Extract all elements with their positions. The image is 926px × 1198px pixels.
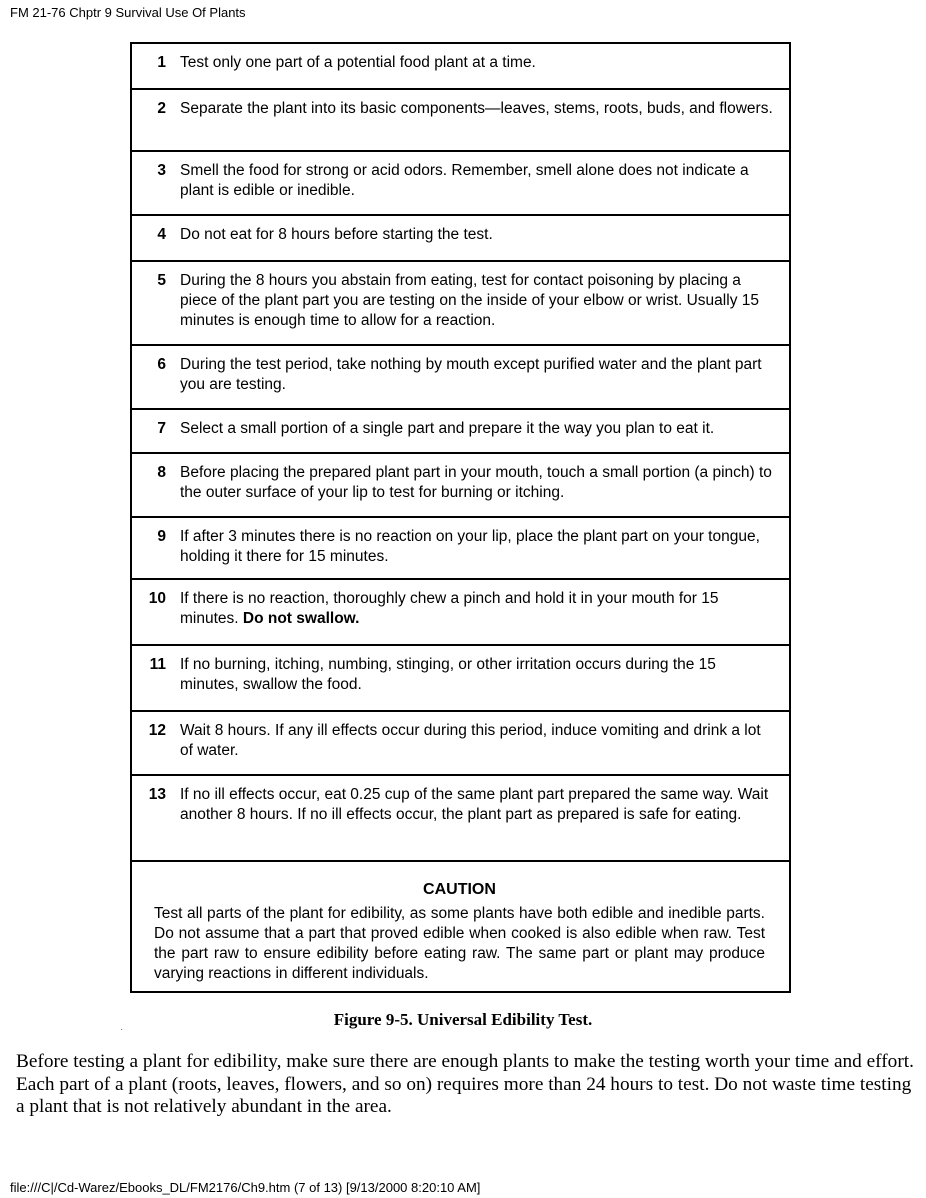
caution-title: CAUTION xyxy=(423,881,496,898)
step-number: 4 xyxy=(157,226,166,243)
step-number: 2 xyxy=(157,100,166,117)
step-text: Do not eat for 8 hours before starting the test. xyxy=(180,226,493,243)
step-text-main: If there is no reaction, thoroughly chew a pinch and hold it in your mouth for 15 minutes. xyxy=(180,590,719,627)
step-row xyxy=(132,216,789,262)
step-text: Select a small portion of a single part and prepare it the way you plan to eat it. xyxy=(180,420,715,437)
step-row xyxy=(132,646,789,712)
step-text: Test only one part of a potential food plant at a time. xyxy=(180,54,536,71)
step-row xyxy=(132,44,789,90)
step-number: 11 xyxy=(149,656,166,673)
step-row xyxy=(132,90,789,152)
step-text: If no burning, itching, numbing, stinging, or other irritation occurs during the 15 minutes, swallow the food. xyxy=(180,656,716,693)
page-header-title: FM 21-76 Chptr 9 Survival Use Of Plants xyxy=(10,5,246,20)
step-text: During the 8 hours you abstain from eating, test for contact poisoning by placing a piece of the plant part you are testing on the inside of your elbow or wrist. Usually 15 minutes is enough time to allow for a reaction. xyxy=(180,272,759,329)
body-paragraph: Before testing a plant for edibility, make sure there are enough plants to make the testing worth your time and effort. Each part of a plant (roots, leaves, flowers, and so on) requires more than 24 hours to test. Do not waste time testing a plant that is not relatively abundant in the area. xyxy=(16,1051,914,1117)
step-number: 1 xyxy=(157,54,166,71)
step-row xyxy=(132,454,789,518)
step-row xyxy=(132,518,789,580)
step-text-emphasis: Do not swallow. xyxy=(242,610,360,627)
stray-dot: · xyxy=(120,1024,124,1035)
step-row xyxy=(132,262,789,346)
step-text: Wait 8 hours. If any ill effects occur during this period, induce vomiting and drink a lot of water. xyxy=(180,722,761,759)
step-row xyxy=(132,410,789,454)
step-number: 6 xyxy=(157,356,166,373)
step-row xyxy=(132,346,789,410)
step-row xyxy=(132,712,789,776)
step-number: 12 xyxy=(148,722,166,739)
caution-text: Test all parts of the plant for edibility, as some plants have both edible and inedible parts. Do not assume that a part that proved edible when cooked is also edible when raw. Test the part raw to ensure edibility before eating raw. The same part or plant may produce varying reactions in different individuals. xyxy=(154,905,765,982)
step-number: 10 xyxy=(148,590,166,607)
step-text: If after 3 minutes there is no reaction on your lip, place the plant part on your tongue, holding it there for 15 minutes. xyxy=(180,528,760,565)
step-row xyxy=(132,152,789,216)
step-number: 8 xyxy=(157,464,166,481)
step-number: 7 xyxy=(157,420,166,437)
edibility-test-figure xyxy=(130,42,791,993)
step-number: 13 xyxy=(148,786,166,803)
figure-caption: Figure 9-5. Universal Edibility Test. xyxy=(333,1010,593,1029)
step-row xyxy=(132,776,789,862)
page-footer-url: file:///C|/Cd-Warez/Ebooks_DL/FM2176/Ch9.htm (7 of 13) [9/13/2000 8:20:10 AM] xyxy=(10,1180,481,1195)
step-text: Before placing the prepared plant part in your mouth, touch a small portion (a pinch) to the outer surface of your lip to test for burning or itching. xyxy=(180,464,772,501)
step-text: During the test period, take nothing by mouth except purified water and the plant part you are testing. xyxy=(180,356,762,393)
step-text: If no ill effects occur, eat 0.25 cup of the same plant part prepared the same way. Wait another 8 hours. If no ill effects occur, the plant part as prepared is safe for eating. xyxy=(180,786,769,823)
step-text xyxy=(180,589,775,644)
caution-box xyxy=(132,862,789,991)
step-number: 9 xyxy=(157,528,166,545)
step-number: 5 xyxy=(157,272,166,289)
step-number: 3 xyxy=(157,162,166,179)
step-text: Separate the plant into its basic components—leaves, stems, roots, buds, and flowers. xyxy=(180,100,773,117)
step-row xyxy=(132,580,789,646)
step-text: Smell the food for strong or acid odors. Remember, smell alone does not indicate a plant is edible or inedible. xyxy=(180,162,749,199)
